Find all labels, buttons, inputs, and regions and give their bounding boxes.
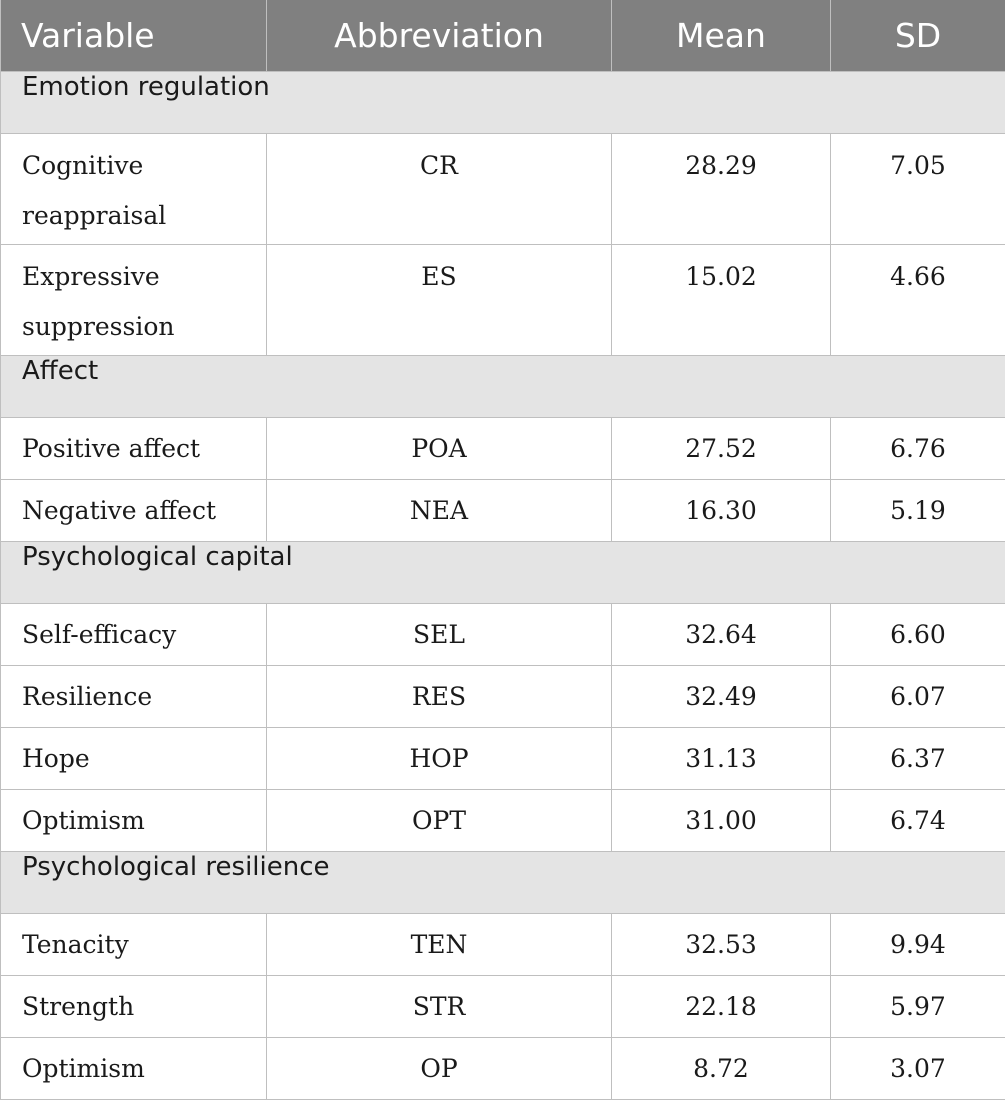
sd-cell: 9.94 (831, 914, 1005, 976)
column-header-mean: Mean (612, 0, 831, 72)
abbreviation-cell: POA (267, 418, 612, 480)
variable-cell: Self-efficacy (1, 604, 267, 666)
abbreviation-cell: OPT (267, 790, 612, 852)
variable-cell: Expressive suppression (1, 245, 267, 356)
section-row-affect (1, 356, 1005, 418)
variable-cell: Negative affect (1, 480, 267, 542)
abbreviation-cell: RES (267, 666, 612, 728)
abbreviation-cell: STR (267, 976, 612, 1038)
variable-cell: Resilience (1, 666, 267, 728)
sd-cell: 3.07 (831, 1038, 1005, 1100)
section-row-emotion-regulation (1, 72, 1005, 134)
table-row (1, 480, 1005, 542)
mean-cell: 27.52 (612, 418, 831, 480)
mean-cell: 31.13 (612, 728, 831, 790)
table-row (1, 134, 1005, 245)
variable-cell: Optimism (1, 790, 267, 852)
section-title: Emotion regulation (1, 72, 1005, 134)
table-row (1, 666, 1005, 728)
mean-cell: 8.72 (612, 1038, 831, 1100)
mean-cell: 22.18 (612, 976, 831, 1038)
mean-cell: 16.30 (612, 480, 831, 542)
abbreviation-cell: ES (267, 245, 612, 356)
abbreviation-cell: SEL (267, 604, 612, 666)
sd-cell: 5.97 (831, 976, 1005, 1038)
mean-cell: 31.00 (612, 790, 831, 852)
section-row-psychological-capital (1, 542, 1005, 604)
mean-cell: 15.02 (612, 245, 831, 356)
table-row (1, 604, 1005, 666)
variable-cell: Tenacity (1, 914, 267, 976)
table-row (1, 728, 1005, 790)
sd-cell: 6.60 (831, 604, 1005, 666)
sd-cell: 4.66 (831, 245, 1005, 356)
section-title: Affect (1, 356, 1005, 418)
header-row (1, 0, 1005, 72)
section-row-psychological-resilience (1, 852, 1005, 914)
sd-cell: 7.05 (831, 134, 1005, 245)
variable-cell: Cognitive reappraisal (1, 134, 267, 245)
sd-cell: 6.37 (831, 728, 1005, 790)
column-header-variable: Variable (1, 0, 267, 72)
sd-cell: 6.74 (831, 790, 1005, 852)
sd-cell: 5.19 (831, 480, 1005, 542)
table-row (1, 418, 1005, 480)
mean-cell: 32.64 (612, 604, 831, 666)
table-row (1, 1038, 1005, 1100)
sd-cell: 6.07 (831, 666, 1005, 728)
abbreviation-cell: OP (267, 1038, 612, 1100)
table-row (1, 790, 1005, 852)
abbreviation-cell: CR (267, 134, 612, 245)
column-header-sd: SD (831, 0, 1005, 72)
table-row (1, 976, 1005, 1038)
mean-cell: 32.53 (612, 914, 831, 976)
abbreviation-cell: TEN (267, 914, 612, 976)
mean-cell: 32.49 (612, 666, 831, 728)
abbreviation-cell: NEA (267, 480, 612, 542)
variable-cell: Strength (1, 976, 267, 1038)
variable-cell: Optimism (1, 1038, 267, 1100)
table-row (1, 914, 1005, 976)
table-row (1, 245, 1005, 356)
variable-cell: Hope (1, 728, 267, 790)
section-title: Psychological capital (1, 542, 1005, 604)
sd-cell: 6.76 (831, 418, 1005, 480)
column-header-abbreviation: Abbreviation (267, 0, 612, 72)
variable-cell: Positive affect (1, 418, 267, 480)
abbreviation-cell: HOP (267, 728, 612, 790)
section-title: Psychological resilience (1, 852, 1005, 914)
mean-cell: 28.29 (612, 134, 831, 245)
